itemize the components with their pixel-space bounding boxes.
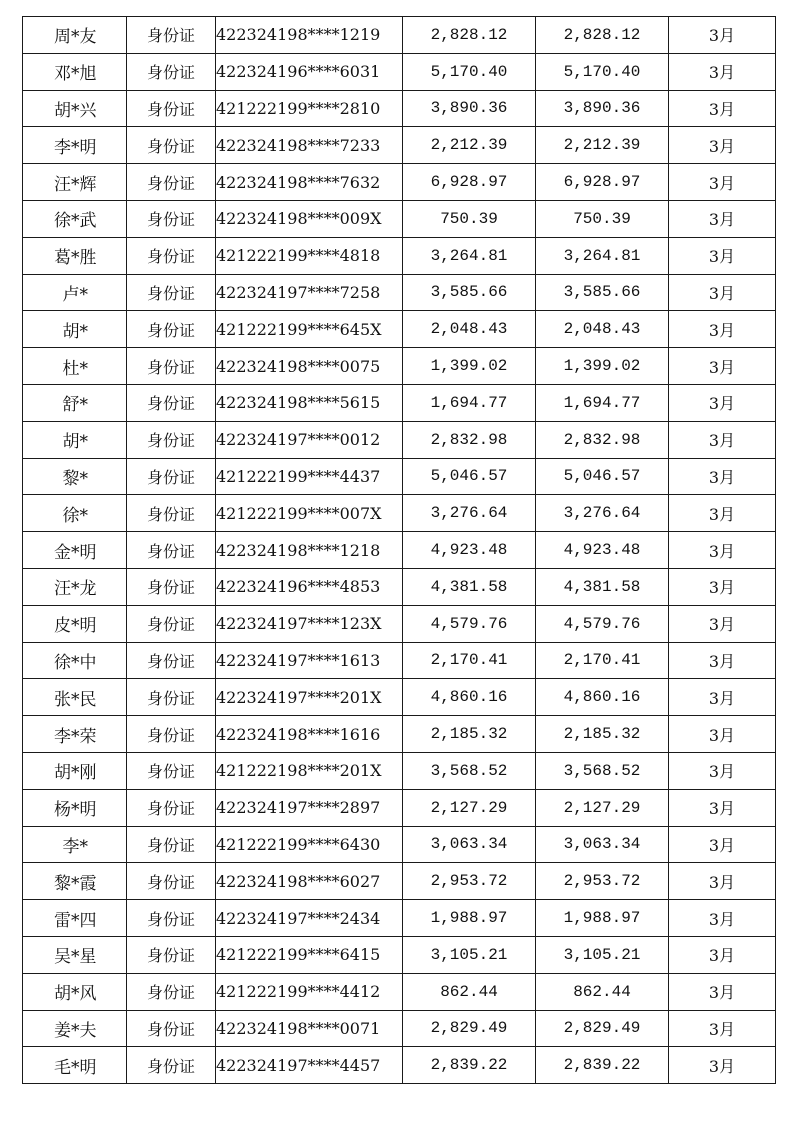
cell-id-type: 身份证 [127, 936, 216, 973]
cell-id-number: 421222199****6430 [216, 826, 403, 863]
cell-month: 3月 [669, 237, 776, 274]
cell-amount: 6,928.97 [403, 164, 536, 201]
table-row [127, 900, 776, 937]
table-row-name [23, 274, 128, 311]
cell-amount: 3,585.66 [403, 274, 536, 311]
cell-id-type: 身份证 [127, 1010, 216, 1047]
cell-amount-paid: 4,381.58 [536, 568, 669, 605]
cell-month: 3月 [669, 17, 776, 54]
cell-amount: 2,839.22 [403, 1047, 536, 1084]
cell-name: 胡* [23, 421, 128, 458]
cell-id-type: 身份证 [127, 568, 216, 605]
table-row-name [23, 311, 128, 348]
cell-name: 杜* [23, 348, 128, 385]
cell-id-number: 422324198****0075 [216, 348, 403, 385]
table-row [127, 752, 776, 789]
cell-amount-paid: 2,048.43 [536, 311, 669, 348]
table-row-name [23, 973, 128, 1010]
table-row [127, 164, 776, 201]
cell-amount: 2,829.49 [403, 1010, 536, 1047]
cell-amount: 3,063.34 [403, 826, 536, 863]
cell-amount: 1,694.77 [403, 384, 536, 421]
cell-id-type: 身份证 [127, 679, 216, 716]
cell-month: 3月 [669, 164, 776, 201]
cell-month: 3月 [669, 53, 776, 90]
table-row [127, 642, 776, 679]
table-row-name [23, 863, 128, 900]
cell-name: 李*荣 [23, 716, 128, 753]
cell-month: 3月 [669, 348, 776, 385]
cell-name: 吴*星 [23, 936, 128, 973]
table-row-name [23, 237, 128, 274]
table-row [127, 311, 776, 348]
cell-id-type: 身份证 [127, 716, 216, 753]
table-row-name [23, 900, 128, 937]
cell-month: 3月 [669, 1047, 776, 1084]
cell-id-number: 421222199****2810 [216, 90, 403, 127]
cell-amount-paid: 1,694.77 [536, 384, 669, 421]
table-row-name [23, 752, 128, 789]
cell-id-number: 422324198****7632 [216, 164, 403, 201]
cell-month: 3月 [669, 311, 776, 348]
table-row [127, 679, 776, 716]
cell-id-type: 身份证 [127, 642, 216, 679]
cell-month: 3月 [669, 826, 776, 863]
cell-month: 3月 [669, 973, 776, 1010]
cell-amount: 2,185.32 [403, 716, 536, 753]
cell-month: 3月 [669, 1010, 776, 1047]
cell-month: 3月 [669, 458, 776, 495]
cell-id-type: 身份证 [127, 348, 216, 385]
cell-id-number: 422324198****7233 [216, 127, 403, 164]
cell-name: 邓*旭 [23, 53, 128, 90]
cell-name: 杨*明 [23, 789, 128, 826]
cell-amount: 2,832.98 [403, 421, 536, 458]
cell-month: 3月 [669, 200, 776, 237]
cell-amount: 3,890.36 [403, 90, 536, 127]
cell-id-type: 身份证 [127, 311, 216, 348]
cell-amount: 1,399.02 [403, 348, 536, 385]
cell-id-number: 422324197****2434 [216, 900, 403, 937]
cell-amount-paid: 3,585.66 [536, 274, 669, 311]
table-row [127, 495, 776, 532]
table-row-name [23, 53, 128, 90]
table-row-name [23, 936, 128, 973]
table-row-name [23, 17, 128, 54]
cell-month: 3月 [669, 936, 776, 973]
cell-id-number: 421222199****4818 [216, 237, 403, 274]
cell-amount-paid: 2,829.49 [536, 1010, 669, 1047]
table-row [127, 789, 776, 826]
cell-id-type: 身份证 [127, 421, 216, 458]
cell-name: 胡*刚 [23, 752, 128, 789]
cell-amount: 4,923.48 [403, 532, 536, 569]
payment-table [126, 16, 776, 1084]
cell-amount: 2,048.43 [403, 311, 536, 348]
table-row [127, 421, 776, 458]
cell-amount-paid: 3,890.36 [536, 90, 669, 127]
cell-id-number: 421222199****4412 [216, 973, 403, 1010]
table-row-name [23, 348, 128, 385]
table-row-name [23, 532, 128, 569]
cell-month: 3月 [669, 679, 776, 716]
cell-month: 3月 [669, 495, 776, 532]
cell-amount-paid: 2,953.72 [536, 863, 669, 900]
cell-amount-paid: 1,399.02 [536, 348, 669, 385]
cell-amount-paid: 6,928.97 [536, 164, 669, 201]
table-row-name [23, 642, 128, 679]
cell-amount-paid: 5,046.57 [536, 458, 669, 495]
cell-id-number: 421222199****645X [216, 311, 403, 348]
cell-id-type: 身份证 [127, 605, 216, 642]
table-row-name [23, 495, 128, 532]
cell-amount: 5,170.40 [403, 53, 536, 90]
cell-amount: 3,264.81 [403, 237, 536, 274]
cell-name: 胡*兴 [23, 90, 128, 127]
table-row [127, 384, 776, 421]
cell-month: 3月 [669, 384, 776, 421]
cell-id-type: 身份证 [127, 458, 216, 495]
cell-amount-paid: 2,839.22 [536, 1047, 669, 1084]
cell-id-number: 421222198****201X [216, 752, 403, 789]
cell-id-type: 身份证 [127, 17, 216, 54]
cell-id-number: 422324197****123X [216, 605, 403, 642]
cell-id-number: 422324197****0012 [216, 421, 403, 458]
table-row [127, 605, 776, 642]
cell-amount: 2,212.39 [403, 127, 536, 164]
cell-name: 金*明 [23, 532, 128, 569]
cell-amount: 1,988.97 [403, 900, 536, 937]
cell-month: 3月 [669, 789, 776, 826]
table-row-name [23, 568, 128, 605]
cell-amount-paid: 3,063.34 [536, 826, 669, 863]
cell-name: 张*民 [23, 679, 128, 716]
cell-id-number: 421222199****4437 [216, 458, 403, 495]
cell-name: 雷*四 [23, 900, 128, 937]
cell-month: 3月 [669, 642, 776, 679]
table-row [127, 17, 776, 54]
cell-name: 姜*夫 [23, 1010, 128, 1047]
cell-id-type: 身份证 [127, 826, 216, 863]
table-row-name [23, 164, 128, 201]
cell-id-number: 422324198****1616 [216, 716, 403, 753]
table-row-name [23, 90, 128, 127]
cell-month: 3月 [669, 274, 776, 311]
cell-name: 徐*武 [23, 200, 128, 237]
cell-id-number: 421222199****007X [216, 495, 403, 532]
cell-amount: 4,381.58 [403, 568, 536, 605]
cell-name: 毛*明 [23, 1047, 128, 1084]
cell-name: 汪*龙 [23, 568, 128, 605]
cell-id-number: 422324196****6031 [216, 53, 403, 90]
table-row [127, 973, 776, 1010]
cell-name: 葛*胜 [23, 237, 128, 274]
table-row [127, 274, 776, 311]
cell-amount: 4,579.76 [403, 605, 536, 642]
table-row-name [23, 679, 128, 716]
table-row-name [23, 789, 128, 826]
cell-id-number: 421222199****6415 [216, 936, 403, 973]
cell-amount: 2,127.29 [403, 789, 536, 826]
cell-name: 舒* [23, 384, 128, 421]
cell-month: 3月 [669, 421, 776, 458]
cell-id-number: 422324198****0071 [216, 1010, 403, 1047]
cell-month: 3月 [669, 863, 776, 900]
cell-id-type: 身份证 [127, 164, 216, 201]
cell-amount-paid: 1,988.97 [536, 900, 669, 937]
cell-month: 3月 [669, 900, 776, 937]
cell-amount: 2,828.12 [403, 17, 536, 54]
cell-month: 3月 [669, 532, 776, 569]
table-row [127, 1047, 776, 1084]
cell-amount-paid: 2,212.39 [536, 127, 669, 164]
cell-amount-paid: 2,185.32 [536, 716, 669, 753]
cell-id-number: 422324197****7258 [216, 274, 403, 311]
cell-amount: 3,105.21 [403, 936, 536, 973]
table-row [127, 863, 776, 900]
cell-amount-paid: 2,127.29 [536, 789, 669, 826]
cell-id-type: 身份证 [127, 384, 216, 421]
cell-name: 徐* [23, 495, 128, 532]
table-row [127, 936, 776, 973]
table-row [127, 90, 776, 127]
cell-amount: 5,046.57 [403, 458, 536, 495]
cell-amount-paid: 5,170.40 [536, 53, 669, 90]
table-row-name [23, 384, 128, 421]
cell-id-number: 422324198****1218 [216, 532, 403, 569]
cell-id-type: 身份证 [127, 274, 216, 311]
table-row [127, 53, 776, 90]
cell-name: 皮*明 [23, 605, 128, 642]
cell-month: 3月 [669, 90, 776, 127]
table-row [127, 127, 776, 164]
cell-name: 卢* [23, 274, 128, 311]
cell-name: 李*明 [23, 127, 128, 164]
cell-amount: 3,276.64 [403, 495, 536, 532]
cell-name: 胡*风 [23, 973, 128, 1010]
table-row [127, 200, 776, 237]
cell-amount-paid: 2,828.12 [536, 17, 669, 54]
cell-id-type: 身份证 [127, 127, 216, 164]
table-row [127, 458, 776, 495]
cell-amount-paid: 3,568.52 [536, 752, 669, 789]
name-column [22, 16, 128, 1084]
table-row-name [23, 421, 128, 458]
cell-id-type: 身份证 [127, 90, 216, 127]
cell-amount: 862.44 [403, 973, 536, 1010]
cell-id-number: 422324197****1613 [216, 642, 403, 679]
cell-id-type: 身份证 [127, 200, 216, 237]
cell-month: 3月 [669, 568, 776, 605]
cell-amount-paid: 2,832.98 [536, 421, 669, 458]
cell-amount-paid: 862.44 [536, 973, 669, 1010]
cell-name: 汪*辉 [23, 164, 128, 201]
cell-amount-paid: 3,276.64 [536, 495, 669, 532]
table-row-name [23, 1047, 128, 1084]
cell-id-type: 身份证 [127, 973, 216, 1010]
table-row-name [23, 1010, 128, 1047]
table-row-name [23, 458, 128, 495]
cell-id-type: 身份证 [127, 1047, 216, 1084]
table-row-name [23, 716, 128, 753]
cell-amount: 750.39 [403, 200, 536, 237]
table-row [127, 568, 776, 605]
cell-id-type: 身份证 [127, 900, 216, 937]
cell-month: 3月 [669, 752, 776, 789]
cell-id-number: 422324197****4457 [216, 1047, 403, 1084]
cell-amount: 4,860.16 [403, 679, 536, 716]
cell-amount-paid: 2,170.41 [536, 642, 669, 679]
cell-amount: 2,170.41 [403, 642, 536, 679]
cell-month: 3月 [669, 127, 776, 164]
cell-id-type: 身份证 [127, 789, 216, 826]
cell-name: 胡* [23, 311, 128, 348]
table-row [127, 716, 776, 753]
cell-name: 周*友 [23, 17, 128, 54]
cell-name: 黎* [23, 458, 128, 495]
cell-id-number: 422324198****009X [216, 200, 403, 237]
cell-amount-paid: 4,860.16 [536, 679, 669, 716]
table-row-name [23, 605, 128, 642]
table-row [127, 348, 776, 385]
cell-amount: 2,953.72 [403, 863, 536, 900]
cell-amount-paid: 750.39 [536, 200, 669, 237]
cell-id-number: 422324198****1219 [216, 17, 403, 54]
cell-amount-paid: 4,923.48 [536, 532, 669, 569]
cell-id-number: 422324198****5615 [216, 384, 403, 421]
cell-name: 李* [23, 826, 128, 863]
cell-month: 3月 [669, 716, 776, 753]
table-row-name [23, 127, 128, 164]
cell-id-type: 身份证 [127, 495, 216, 532]
cell-name: 徐*中 [23, 642, 128, 679]
cell-id-number: 422324197****201X [216, 679, 403, 716]
cell-id-type: 身份证 [127, 237, 216, 274]
cell-amount-paid: 4,579.76 [536, 605, 669, 642]
cell-name: 黎*霞 [23, 863, 128, 900]
cell-id-number: 422324196****4853 [216, 568, 403, 605]
cell-id-number: 422324197****2897 [216, 789, 403, 826]
cell-amount: 3,568.52 [403, 752, 536, 789]
cell-id-type: 身份证 [127, 752, 216, 789]
table-row [127, 826, 776, 863]
cell-id-type: 身份证 [127, 863, 216, 900]
table-row-name [23, 200, 128, 237]
cell-month: 3月 [669, 605, 776, 642]
cell-id-number: 422324198****6027 [216, 863, 403, 900]
table-row [127, 532, 776, 569]
cell-amount-paid: 3,105.21 [536, 936, 669, 973]
table-row-name [23, 826, 128, 863]
cell-amount-paid: 3,264.81 [536, 237, 669, 274]
table-row [127, 1010, 776, 1047]
table-row [127, 237, 776, 274]
cell-id-type: 身份证 [127, 532, 216, 569]
cell-id-type: 身份证 [127, 53, 216, 90]
